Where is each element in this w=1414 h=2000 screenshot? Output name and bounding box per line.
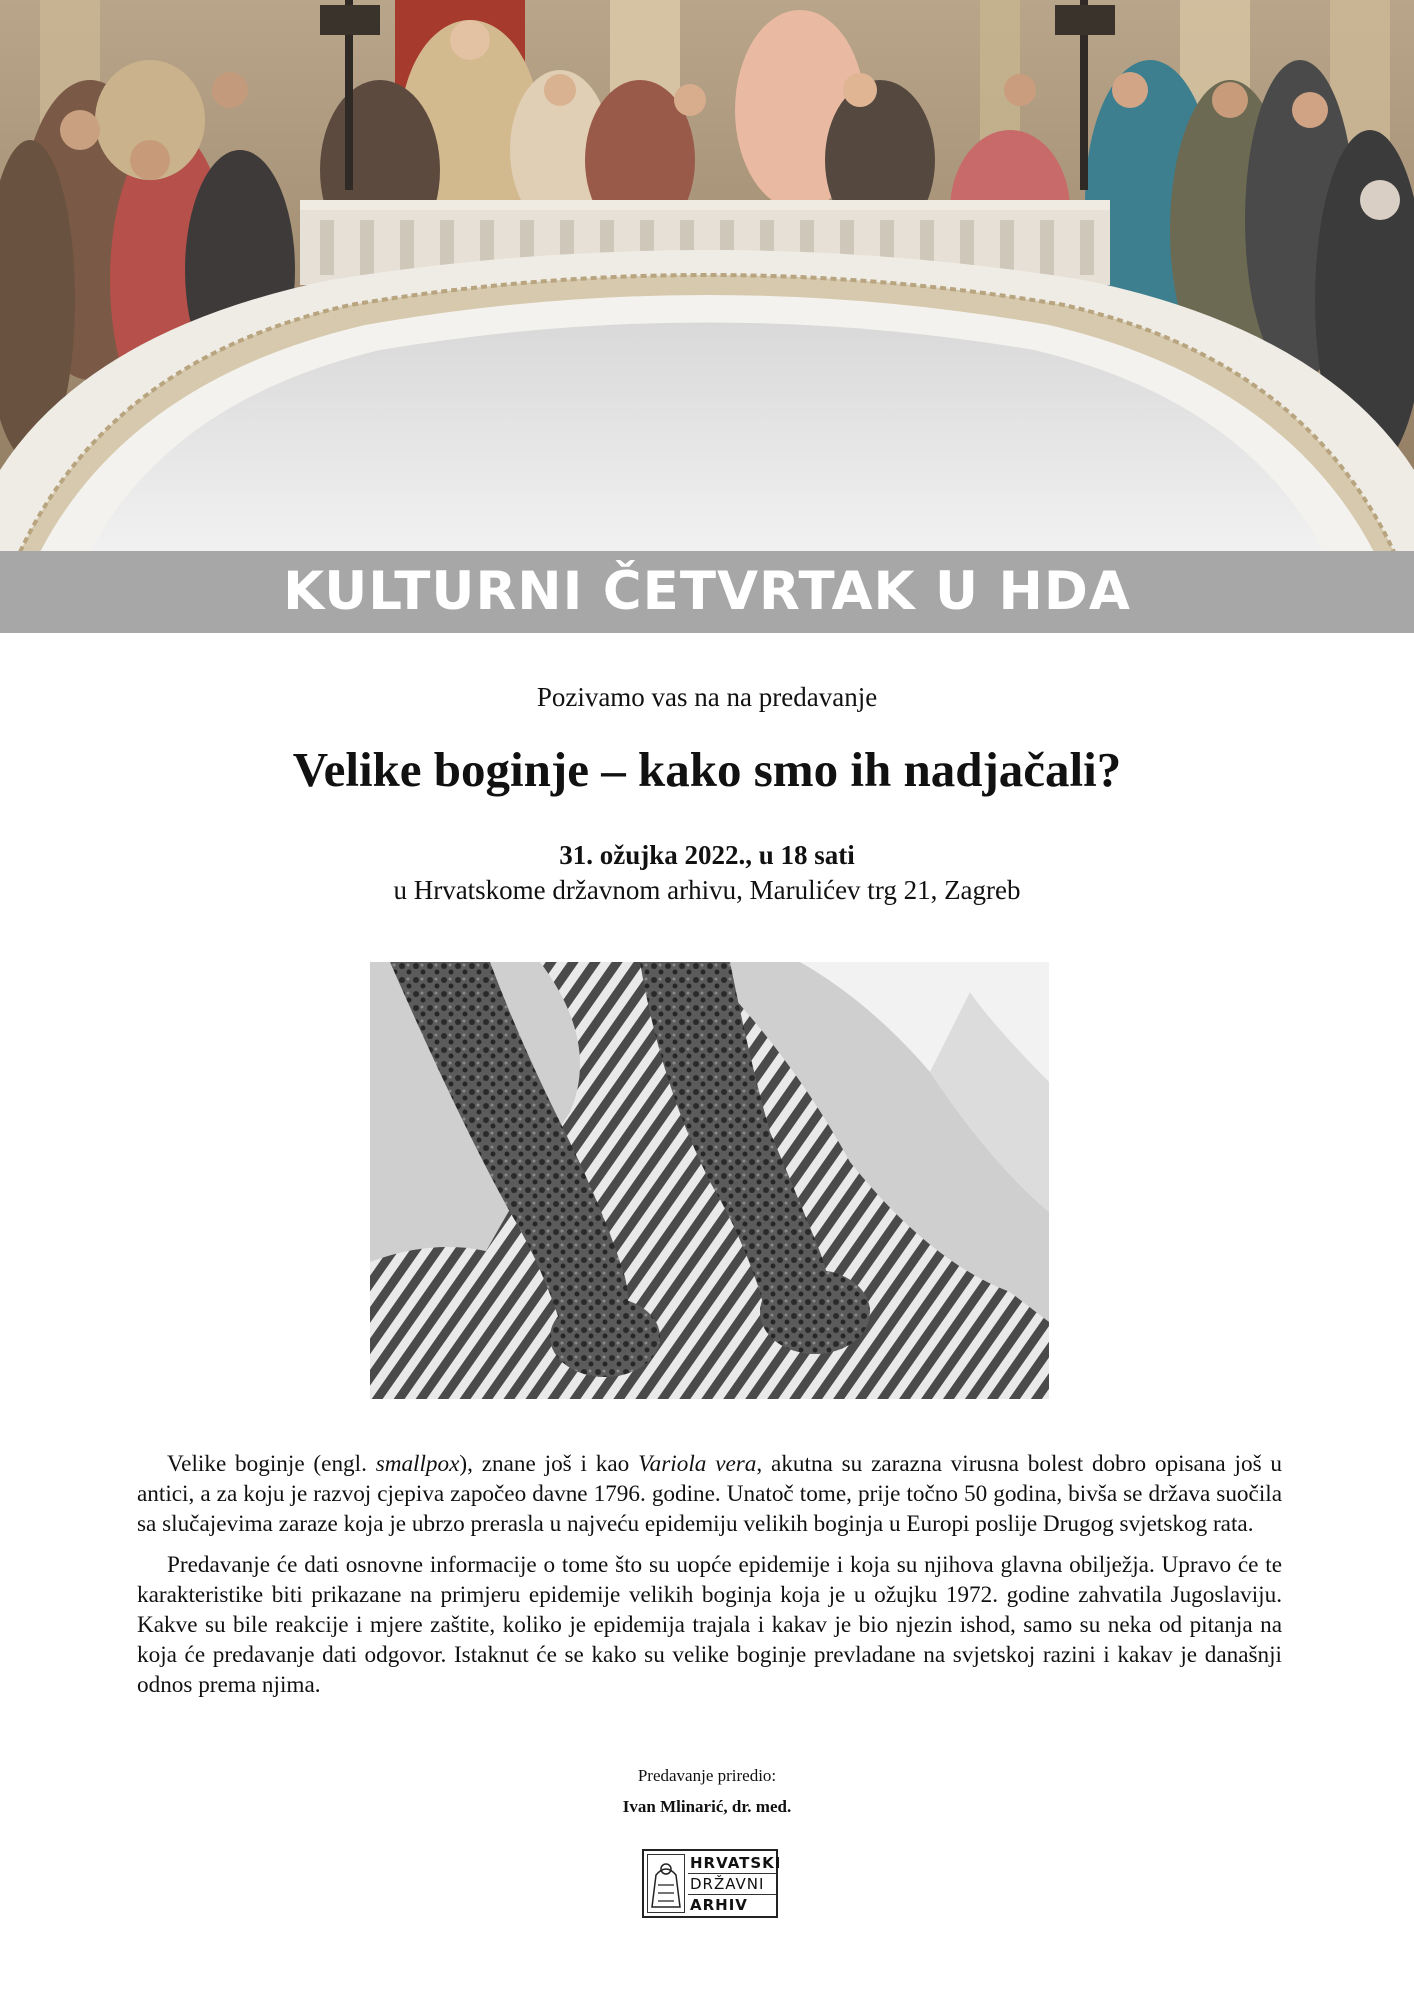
logo-line-1: HRVATSKI [690,1854,782,1872]
logo-line-3: ARHIV [690,1896,748,1914]
header-fresco-image [0,0,1414,552]
prepared-by-label: Predavanje priredio: [637,1766,777,1785]
logo-line-2: DRŽAVNI [690,1875,765,1893]
author-name: Ivan Mlinarić, dr. med. [622,1797,792,1816]
paragraph-1: Velike boginje (engl. smallpox), znane još i kao Variola vera, akutna su zarazna virusna bolest dobro opisana još u antici, a za koju je razvoj cjepiva započeo davne 1796. godine. Unatoč tome, prije točno 50 godina, bivša se država suočila sa slučajevima zaraze koja je ubrzo prerasla u najveću epidemiju velikih boginja u Europi poslije Drugog svjetskog rata. [137,1451,1283,1537]
title-band [0,551,1414,633]
event-venue: u Hrvatskome državnom arhivu, Marulićev trg 21, Zagreb [393,875,1021,905]
lecture-title: Velike boginje – kako smo ih nadjačali? [292,742,1122,797]
description-text [137,1449,1282,1711]
smallpox-photo [370,962,1049,1399]
event-date: 31. ožujka 2022., u 18 sati [559,840,855,870]
logo-emblem-icon [647,1854,685,1913]
invitation-intro: Pozivamo vas na na predavanje [536,682,878,712]
hda-logo [642,1849,782,1918]
paragraph-2: Predavanje će dati osnovne informacije o tome što su uopće epidemije i koja su njihova glavna obilježja. Upravo će te karakteristike biti prikazane na primjeru epidemije velikih boginja koja je u ožujku 1972. godine zahvatila Jugoslaviju. Kakve su bile reakcije i mjere zaštite, koliko je epidemija trajala i kakav je bio njezin ishod, samo su neka od pitanja na koja će predavanje dati odgovor. Istaknut će se kako su velike boginje prevladane na svjetskoj razini i kakav je današnji odnos prema njima. [137,1552,1282,1698]
band-title: KULTURNI ČETVRTAK U HDA [283,561,1131,622]
